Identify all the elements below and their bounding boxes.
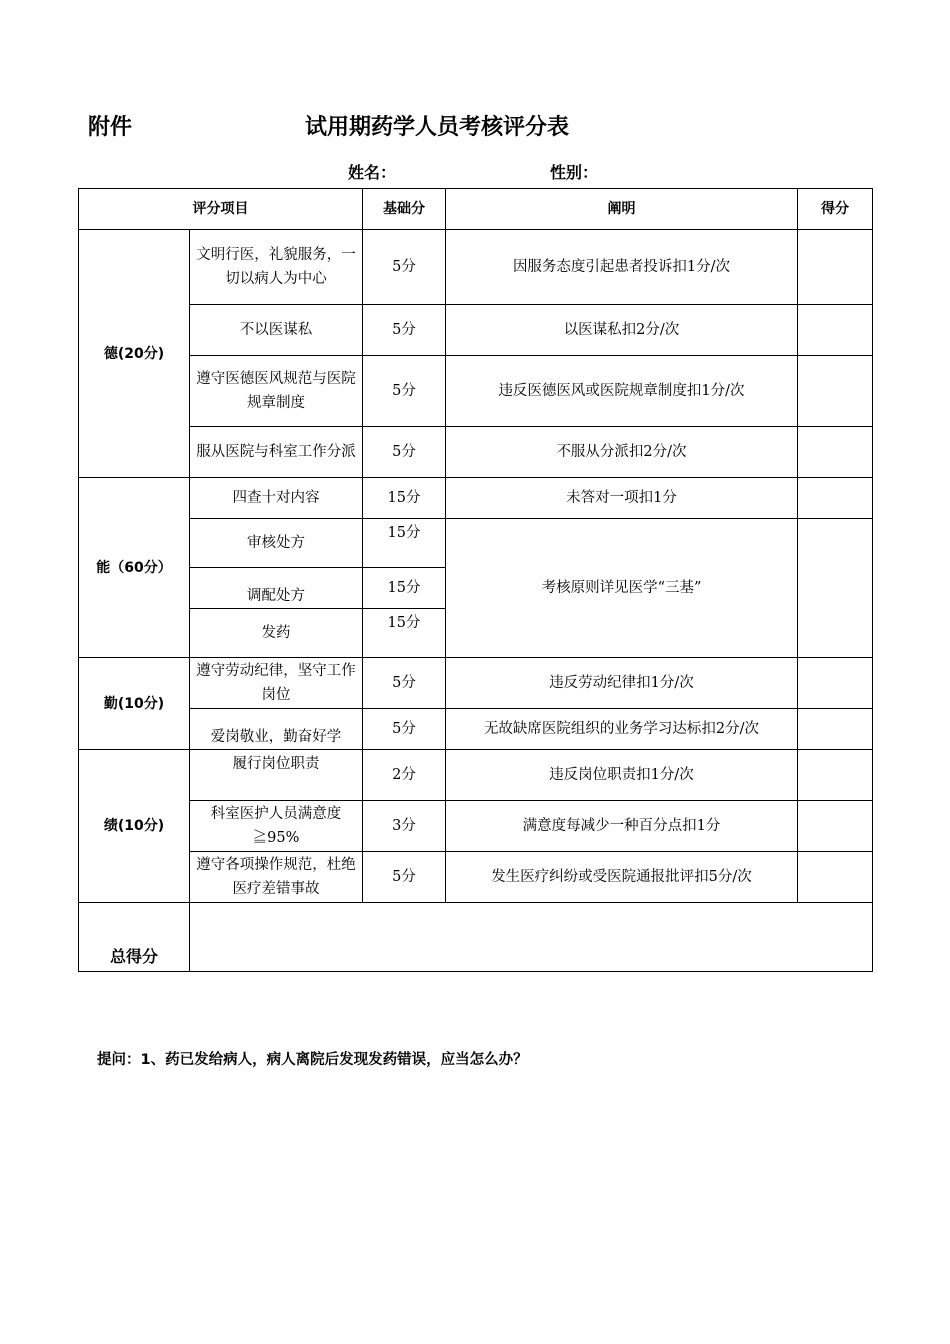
desc-cell: 违反劳动纪律扣1分/次 — [446, 658, 798, 709]
table-row — [79, 230, 873, 305]
col-header-desc: 阐明 — [446, 189, 798, 230]
base-cell: 5分 — [363, 658, 446, 709]
table-row — [79, 709, 873, 750]
item-cell: 服从医院与科室工作分派 — [190, 427, 363, 478]
question-text: 提问：1、药已发给病人，病人离院后发现发药错误，应当怎么办？ — [97, 1052, 528, 1068]
table-row — [79, 427, 873, 478]
desc-cell: 违反岗位职责扣1分/次 — [446, 750, 798, 801]
score-cell[interactable] — [798, 305, 873, 356]
col-header-item: 评分项目 — [79, 189, 363, 230]
score-cell[interactable] — [798, 658, 873, 709]
base-cell: 5分 — [363, 709, 446, 750]
table-row — [79, 478, 873, 519]
score-cell[interactable] — [798, 519, 873, 658]
item-cell: 文明行医，礼貌服务，一切以病人为中心 — [190, 230, 363, 305]
item-cell: 履行岗位职责 — [190, 750, 363, 801]
item-cell: 四查十对内容 — [190, 478, 363, 519]
item-cell: 发药 — [190, 609, 363, 658]
base-cell: 15分 — [363, 609, 446, 658]
score-table — [78, 188, 873, 972]
table-row — [79, 305, 873, 356]
item-cell: 科室医护人员满意度≧95% — [190, 801, 363, 852]
table-row — [79, 801, 873, 852]
base-cell: 2分 — [363, 750, 446, 801]
desc-cell: 无故缺席医院组织的业务学习达标扣2分/次 — [446, 709, 798, 750]
score-cell[interactable] — [798, 230, 873, 305]
table-row — [79, 852, 873, 903]
base-cell: 15分 — [363, 568, 446, 609]
base-cell: 3分 — [363, 801, 446, 852]
desc-cell: 因服务态度引起患者投诉扣1分/次 — [446, 230, 798, 305]
table-row — [79, 519, 873, 568]
desc-cell: 违反医德医风或医院规章制度扣1分/次 — [446, 356, 798, 427]
base-cell: 5分 — [363, 427, 446, 478]
attachment-label: 附件 — [88, 115, 133, 140]
base-cell: 5分 — [363, 305, 446, 356]
base-cell: 5分 — [363, 852, 446, 903]
col-header-score: 得分 — [798, 189, 873, 230]
table-row — [79, 356, 873, 427]
score-cell[interactable] — [798, 709, 873, 750]
category-ji: 绩(10分) — [79, 750, 190, 903]
score-cell[interactable] — [798, 356, 873, 427]
category-neng: 能（60分） — [79, 478, 190, 658]
desc-cell: 不服从分派扣2分/次 — [446, 427, 798, 478]
item-cell: 爱岗敬业，勤奋好学 — [190, 709, 363, 750]
item-cell: 审核处方 — [190, 519, 363, 568]
item-cell: 遵守各项操作规范，杜绝医疗差错事故 — [190, 852, 363, 903]
table-row — [79, 658, 873, 709]
base-cell: 5分 — [363, 356, 446, 427]
score-cell[interactable] — [798, 750, 873, 801]
score-cell[interactable] — [798, 852, 873, 903]
total-score-cell[interactable] — [190, 903, 873, 972]
item-cell: 不以医谋私 — [190, 305, 363, 356]
table-row — [79, 750, 873, 801]
table-header-row — [79, 189, 873, 230]
score-cell[interactable] — [798, 478, 873, 519]
base-cell: 15分 — [363, 519, 446, 568]
item-cell: 调配处方 — [190, 568, 363, 609]
total-label: 总得分 — [79, 903, 190, 972]
desc-cell: 考核原则详见医学“三基” — [446, 519, 798, 658]
page-title: 试用期药学人员考核评分表 — [305, 115, 570, 140]
category-de: 德(20分) — [79, 230, 190, 478]
score-cell[interactable] — [798, 801, 873, 852]
desc-cell: 满意度每减少一种百分点扣1分 — [446, 801, 798, 852]
category-qin: 勤(10分) — [79, 658, 190, 750]
base-cell: 5分 — [363, 230, 446, 305]
name-label: 姓名： — [348, 163, 397, 182]
item-cell: 遵守医德医风规范与医院规章制度 — [190, 356, 363, 427]
base-cell: 15分 — [363, 478, 446, 519]
desc-cell: 发生医疗纠纷或受医院通报批评扣5分/次 — [446, 852, 798, 903]
gender-label: 性别： — [550, 163, 599, 182]
desc-cell: 未答对一项扣1分 — [446, 478, 798, 519]
desc-cell: 以医谋私扣2分/次 — [446, 305, 798, 356]
item-cell: 遵守劳动纪律，坚守工作岗位 — [190, 658, 363, 709]
total-row — [79, 903, 873, 972]
score-cell[interactable] — [798, 427, 873, 478]
col-header-base: 基础分 — [363, 189, 446, 230]
